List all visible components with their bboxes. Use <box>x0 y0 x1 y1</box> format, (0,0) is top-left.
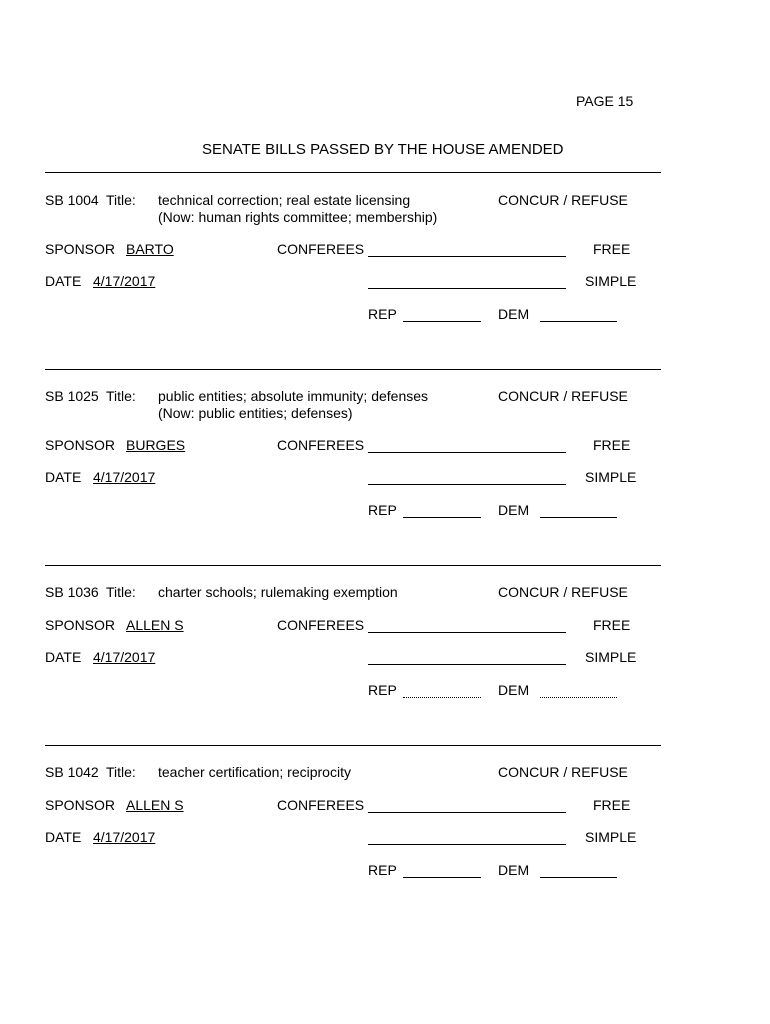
simple-option: SIMPLE <box>585 273 637 289</box>
conferees-line <box>368 812 566 813</box>
conferees-label: CONFEREES <box>277 617 365 633</box>
title-label: Title: <box>106 388 136 404</box>
conferees-label: CONFEREES <box>277 437 365 453</box>
bill-number: SB 1042 <box>45 764 99 780</box>
sponsor-name: BARTO <box>126 241 174 257</box>
rep-label: REP <box>368 862 397 878</box>
bill-title: charter schools; rulemaking exemption <box>158 584 398 600</box>
bill-block <box>0 392 770 698</box>
bill-title: technical correction; real estate licensing <box>158 192 411 208</box>
bill-block <box>0 0 770 322</box>
free-option: FREE <box>593 797 631 813</box>
bill-block <box>0 572 770 878</box>
bill-number: SB 1025 <box>45 388 99 404</box>
page-number: PAGE 15 <box>576 93 634 109</box>
simple-option: SIMPLE <box>585 829 637 845</box>
dem-label: DEM <box>498 502 530 518</box>
date-label: DATE <box>45 469 82 485</box>
date-label: DATE <box>45 649 82 665</box>
date-label: DATE <box>45 829 82 845</box>
sponsor-name: ALLEN S <box>126 797 184 813</box>
date-value: 4/17/2017 <box>93 469 156 485</box>
rep-line <box>403 877 481 878</box>
simple-option: SIMPLE <box>585 649 637 665</box>
sponsor-label: SPONSOR <box>45 437 116 453</box>
sponsor-name: BURGES <box>126 437 186 453</box>
free-option: FREE <box>593 241 631 257</box>
date-label: DATE <box>45 273 82 289</box>
sponsor-name: ALLEN S <box>126 617 184 633</box>
concur-refuse: CONCUR / REFUSE <box>498 584 628 600</box>
title-label: Title: <box>106 192 136 208</box>
rep-label: REP <box>368 502 397 518</box>
sponsor-label: SPONSOR <box>45 617 116 633</box>
conferees-label: CONFEREES <box>277 797 365 813</box>
free-option: FREE <box>593 437 631 453</box>
sponsor-label: SPONSOR <box>45 241 116 257</box>
simple-option: SIMPLE <box>585 469 637 485</box>
bill-title: teacher certification; reciprocity <box>158 764 351 780</box>
rep-label: REP <box>368 306 397 322</box>
dem-label: DEM <box>498 862 530 878</box>
concur-refuse: CONCUR / REFUSE <box>498 388 628 404</box>
title-label: Title: <box>106 764 136 780</box>
dem-line <box>540 877 617 878</box>
rep-label: REP <box>368 682 397 698</box>
conferees-label: CONFEREES <box>277 241 365 257</box>
bill-title: public entities; absolute immunity; defenses <box>158 388 429 404</box>
free-option: FREE <box>593 617 631 633</box>
date-value: 4/17/2017 <box>93 829 156 845</box>
conferees-line <box>368 844 566 845</box>
bill-subtitle: (Now: public entities; defenses) <box>158 405 353 421</box>
dem-label: DEM <box>498 306 530 322</box>
document-title: SENATE BILLS PASSED BY THE HOUSE AMENDED <box>202 141 564 158</box>
concur-refuse: CONCUR / REFUSE <box>498 764 628 780</box>
bill-block <box>0 196 770 518</box>
bill-number: SB 1004 <box>45 192 99 208</box>
date-value: 4/17/2017 <box>93 273 156 289</box>
bill-subtitle: (Now: human rights committee; membership) <box>158 209 438 225</box>
sponsor-label: SPONSOR <box>45 797 116 813</box>
concur-refuse: CONCUR / REFUSE <box>498 192 628 208</box>
bill-number: SB 1036 <box>45 584 99 600</box>
dem-label: DEM <box>498 682 530 698</box>
date-value: 4/17/2017 <box>93 649 156 665</box>
title-label: Title: <box>106 584 136 600</box>
